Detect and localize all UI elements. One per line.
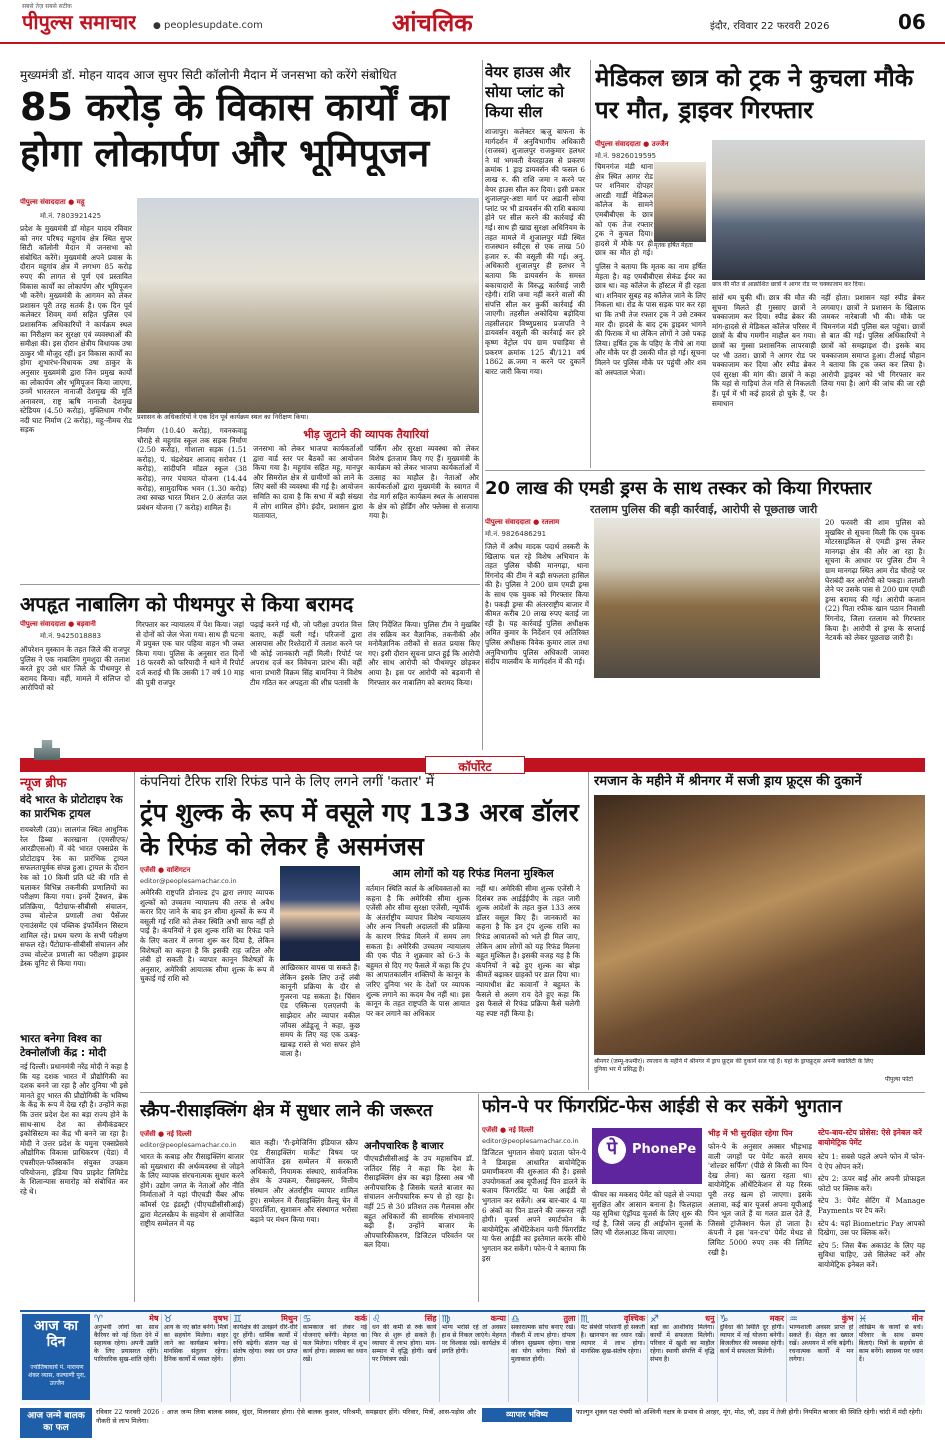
- sign-cancer: [301, 1314, 371, 1402]
- ramzan-credit: पीपुल्स फोटो: [885, 1076, 913, 1083]
- zodiac-cancer-icon: ♋: [302, 1314, 312, 1325]
- sign-name: तुला: [563, 1314, 576, 1323]
- story-drugs-col2: 20 फरवरी की शाम पुलिस को मुखबिर से सूचना मिली कि एक युवक मोटरसाइकिल से एमडी ड्रग्स लेकर मानगढ़ा क्षेत्र की ओर आ रहा है। सूचना के आधार पर पुलिस टीम ने ग्राम मानगढ़ा स्थित आम रोड चौराहे पर घेराबंदी कर आरोपी को पकड़ा। तलाशी लेने पर उसके पास से 200 ग्राम एमडी ड्रग्स बरामद की गई। आरोपी कजान (22) पिता रफीक खान पठान निवासी रिंगनोद, जिला रतलाम को गिरफ्तार किया है। आरोपी से ड्रग्स के सप्लाई नेटवर्क को लेकर पूछताछ जारी है।: [825, 518, 925, 643]
- story-minor-col3: पढ़ाई करने गई थी, जो परीक्षा उपरांत वित्त बताए, कहीं चली गई। परिजनों द्वारा आसपास और रिश्तेदारों में तलाश करने पर भी कोई जानकारी नहीं मिली। रिपोर्ट पर अपराध दर्ज कर विवेचना प्रारंभ की। वहीं थाना प्रभारी विक्रम सिंह बामनिया ने विशेष टीम गठित कर अपहृता की शीघ्र पतासी के: [250, 620, 362, 687]
- sign-leo: [370, 1314, 440, 1402]
- horoscope-title: आज का दिन: [34, 1318, 78, 1350]
- story-warehouse-body: शाजापुर। कलेक्टर ऋजु बाफना के मार्गदर्शन में अनुविभागीय अधिकारी (राजस्व) शुजालपुर राजकुमार हलधर ने मां भगवती वेयरहाउस से प्रकरण क्रमांक 1 ड्राइ डायवर्सन की फसल 6 लाख रु. की राशि जमा न करने पर वेयर हाउस सील कर दिया। इसी प्रकार शुजालपुर-अष्टा मार्ग पर अडानी सोया प्लांट पर भी डायवर्सन की राशि बकाया होने पर सील करने की कार्रवाई की गई। साथ ही खाद्य सुरक्षा अधिनियम के तहत मामले में शुजालपुर मंडी स्थित राजस्थान स्वीट्स से एक लाख 50 हजार रु. की वसूली की गई। अनु. अधिकारी शुजालपुर ही हलधर ने बताया कि डायवर्सन के समस्त बकायादारों के विरुद्ध कार्रवाई जारी रहेगी। राशि जमा नहीं करने वालों की संपत्ति सील कर कुर्की कार्रवाई की जाएगी। तहसील अकोदिया बड़ोदिया तहसीलदार विष्णुप्रसाद प्रजापति ने डायवर्सन वसूली की कार्रवाई कर हरे कृष्ण वेट्रोल पंप ग्राम पचाड़िया से प्रकरण क्रमांक 125 बी/121 वर्ष 1862 क्र.जमा न करने पर दुकानें बारट जारी किया गया।: [485, 127, 585, 376]
- story-cm-col1: प्रदेश के मुख्यमंत्री डॉ मोहन यादव रविवार को नगर परिषद महूगांव क्षेत्र स्थित सुपर सिटी कॉलोनी मैदान में जनसभा को संबोधित करेंगे। मुख्यमंत्री अपने प्रवास के दौरान महूगांव क्षेत्र में लगभग 85 करोड़ रुपए की लागत से पूर्ण एवं प्रस्तावित विकास कार्यों का लोकार्पण और भूमिपूजन भी करेंगे। मुख्यमंत्री के आगमन को लेकर प्रशासन पूरी तरह सतर्क है। एक दिन पूर्व कलेक्टर शिवम् वर्मा सहित पुलिस एवं प्रशासनिक अधिकारियों ने कार्यक्रम स्थल का निरीक्षण कर सुरक्षा एवं व्यवस्थाओं की समीक्षा की। इस दौरान क्षेत्रीय विधायक उषा ठाकुर भी मौजूद रहीं। इन विकास कार्यों का होगा शुभारंभ-विधायक उषा ठाकुर के अनुसार मुख्यमंत्री द्वारा जिन प्रमुख कार्यों का लोकार्पण और भूमिपूजन किया जाएगा, उनमें भारतरत्न नानाजी देशमुख की मूर्ति अनावरण, राष्ट्र ऋषि नानाजी देशमुख स्टेडियम (4.50 करोड़), मुक्तिधाम गंभीर नदी घाट निर्माण (2 करोड़), महू-नीमच रोड सड़क: [20, 224, 132, 435]
- sign-text: भाग्यशाली अवसर प्राप्त हो सकते हैं। सेहत का ख्याल रखें। अध्ययन में रुचि बढ़ेगी। रचनात्मक कार्यों में मन लगेगा।: [789, 1324, 854, 1363]
- story-drugs-col1: जिले में अवैध मादक पदार्थ तस्करी के खिलाफ चल रहे विशेष अभियान के तहत पुलिस चौकी मानगढ़ा, थाना रिंगनोद की टीम ने बड़ी सफलता हासिल की है। पुलिस ने 200 ग्राम एमडी ड्रग्स के साथ एक युवक को गिरफ्तार किया है। पकड़ी ड्रग्स की अंतरराष्ट्रीय बाजार में कीमत करीब 20 लाख रुपए बताई जा रही है। यह कार्रवाई पुलिस अधीक्षक अमित कुमार के निर्देशन एवं अतिरिक्त पुलिस अधीक्षक विवेक कुमार लाल तथा अनुविभागीय पुलिस अधिकारी जावरा संदीप मालवीय के मार्गदर्शन में की गई।: [485, 542, 589, 667]
- story-minor-headline: अपहृत नाबालिग को पीथमपुर से किया बरामद: [20, 592, 354, 616]
- zodiac-pisces-icon: ♓: [858, 1314, 868, 1325]
- zodiac-capricorn-icon: ♑: [719, 1314, 729, 1325]
- phonepe-byline: एजेंसी ● नई दिल्ली: [482, 1126, 534, 1134]
- phonepe-logo-icon: पे: [598, 1136, 626, 1164]
- phonepe-step: स्टेप 2: ऊपर बाईं ओर अपनी प्रोफाइल फोटो पर क्लिक करें।: [818, 1174, 925, 1193]
- scrap-col3: पीएचडीसीसीआई के उप महासचिव डॉ. जतिंदर सिंह ने कहा कि देश के रीसाइक्लिंग क्षेत्र का बड़ा हिस्सा अब भी अनौपचारिक है जिसके चलते बाजार का संचालन अनौपचारिक रूप से हो रहा है। वहीं 25 से 30 प्रतिशत तक गैलवास और बहुत अधिकारों की सामरिक संभावनाएं बढ़ी हैं। उन्होंने बाजार के औपचारिकीकरण, डिजिटल परिवर्तन पर बल दिया।: [364, 1154, 474, 1250]
- page-number: 06: [898, 10, 926, 34]
- story-drugs-byline: पीपुल्स संवाददाता ● रतलाम: [485, 518, 560, 526]
- rule: [482, 60, 483, 750]
- market-text: फाल्गुन शुक्ल पक्ष पंचमी को अश्विनी नक्षत्र के प्रभाव से अरहर, मूंग, मोठ, जौ, उड़द में तेजी होगी। नियमित बाजार की स्थिति रहेगी। चांदी में मंदी रहेगी।: [576, 1408, 923, 1416]
- sign-text: भाग्य भरोसे रहें तो अवसर हाथ से निकल जाएंगे। मेहनत पर विश्वास रखें। कार्यक्षेत्र में प्रगति होगी।: [441, 1324, 506, 1355]
- zodiac-taurus-icon: ♉: [163, 1314, 173, 1325]
- rule: [478, 1094, 479, 1302]
- tariff-col1: अमेरिकी राष्ट्रपति डोनाल्ड ट्रंप द्वारा लगाए व्यापक शुल्कों को उच्चतम न्यायालय की तरफ से अवैध करार दिए जाने के बाद इन सीमा शुल्कों के रूप में वसूली गई राशि को लेकर स्थिति अभी साफ नहीं हो पाई है। कंपनियों ने इस शुल्क राशि का रिफंड पाने के लिए कतार में लगना शुरू कर दिया है, लेकिन विशेषज्ञों का कहना है कि इसकी राह जटिल और लंबी हो सकती है। व्यापार कानून विशेषज्ञों के अनुसार, अमेरिकी आयातक सीमा शुल्क के रूप में चुकाई गई राशि को: [140, 888, 274, 984]
- corporate-label: कॉर्पोरेट: [458, 760, 492, 774]
- sign-name: वृश्चिक: [623, 1314, 645, 1323]
- zodiac-scorpio-icon: ♏: [580, 1314, 590, 1325]
- story-medical-photo-caption: छात्र की मौत से आक्रोशित छात्रों ने आगर रोड पर चक्काजाम कर दिया।: [712, 281, 866, 288]
- story-cm-kicker: मुख्यमंत्री डॉ. मोहन यादव आज सुपर सिटी कॉलोनी मैदान में जनसभा को करेंगे संबोधित: [20, 68, 397, 82]
- zodiac-aquarius-icon: ♒: [789, 1314, 798, 1325]
- born-title: आज जन्मे बालक का फल: [27, 1411, 85, 1433]
- phonepe-email: editor@peoplesamachar.co.in: [482, 1137, 579, 1145]
- story-cm-col3: जनसभा को लेकर भाजपा कार्यकर्ताओं द्वारा वार्ड स्तर पर बैठकों का आयोजन किया गया है। महूगांव सहित महू, मानपुर और सिमरोल क्षेत्र से ग्रामीणों को लाने के लिए बसों की व्यवस्था की गई है। आयोजन समिति का दावा है कि सभा में बड़ी संख्या में लोग शामिल होंगे। इंदौर, प्रशासन द्वारा यातायात,: [253, 444, 363, 521]
- zodiac-leo-icon: ♌: [372, 1314, 381, 1325]
- globe-icon: ●: [153, 21, 161, 31]
- story-drugs-photo: [594, 518, 820, 678]
- sign-name: कर्क: [354, 1314, 367, 1323]
- sign-text: पेट संबंधी परेशानी हो सकती है। खानपान का ध्यान रखें। व्यापार में लाभ होगा। मानसिक सुख-संतोष रहेगा।: [580, 1324, 645, 1355]
- sign-text: कामकाज को लेकर नई योजनाएं बनेंगी। मेहनत का फल मिलेगा। परिवार में शुभ कार्य होगा। स्वास्थ्य का ध्यान रखें।: [302, 1324, 367, 1363]
- section-title: आंचलिक: [392, 9, 473, 37]
- story-medical-col3: नहीं होता। प्रशासन यहां स्पीड ब्रेकर लगवाए। छात्रों ने प्रशासन के खिलाफ जमकर नारेबाजी भी की। मौके पर चिमनगंज मंडी पुलिस बल पहुंचा। छात्रों से बात की गई। पुलिस अधिकारियों ने छात्रों को समझाइश दी। इसके बाद चक्काजाम समाप्त हुआ। टीआई चौहान ने बताया कि ट्रक जब्त कर लिया है। आरोपी ड्राइवर को भी गिरफ्तार कर लिया गया है। आगे की जांच की जा रही है।: [821, 293, 925, 398]
- phonepe-logo-text: PhonePe: [632, 1142, 697, 1157]
- sign-libra: [509, 1314, 579, 1402]
- zodiac-sagittarius-icon: ♐: [650, 1314, 659, 1325]
- scrap-col1: भारत के कबाड़ और रीसाइक्लिंग बाजार को मुख्यधारा की अर्थव्यवस्था से जोड़ने के लिए व्यापक संरचनात्मक सुधार करने होंगे। उद्योग जगत के नेताओं और नीति निर्माताओं ने यहां पीएचडी चैंबर ऑफ कॉमर्स एंड इंडस्ट्री (पीएचडीसीसीआई) द्वारा मेटलस्क्रैप के सहयोग से आयोजित राष्ट्रीय सम्मेलन में यह: [140, 1152, 244, 1229]
- sign-name: मेष: [149, 1314, 159, 1323]
- story-drugs-deck: रतलाम पुलिस की बड़ी कार्रवाई, आरोपी से पूछताछ जारी: [590, 503, 818, 516]
- tariff-kicker: कंपनियां टैरिफ राशि रिफंड पाने के लिए लगने लगीं 'कतार' में: [140, 774, 435, 790]
- scrap-email: editor@peoplesamachar.co.in: [140, 1141, 237, 1149]
- sign-aries: [92, 1314, 162, 1402]
- rule: [588, 772, 589, 1090]
- zodiac-libra-icon: ♎: [511, 1314, 520, 1325]
- story-warehouse-headline: वेयर हाउस और सोया प्लांट को किया सील: [485, 63, 571, 121]
- story-minor-col4: लिए निर्देशित किया। पुलिस टीम ने मुखबिर तंत्र सक्रिय कर वैज्ञानिक, तकनीकी और मनोवैज्ञानिक तरीकों से सतत प्रयास किए गए। इसी दौरान सूचना प्राप्त हुई कि आरोपी और साथ आरोपी को पीथमपुर छोड़कर आया है। इस पर आरोपी को बड़वानी से गिरफ्तार कर नाबालिग को बरामद किया।: [368, 620, 480, 687]
- scrap-col2: बात कही। 'री-इमेजिनिंग इंडियाज स्क्रैप एंड रीसाइक्लिंग मार्केट' विषय पर आयोजित इस सम्मेलन में सरकारी अधिकारी, नियामक संस्थाएं, सार्वजनिक क्षेत्र के उपक्रम, रीसाइक्लर, वित्तीय संस्थान और अंतर्राष्ट्रीय व्यापार शामिल हुए। सम्मेलन में रीसाइक्लिंग वैल्यू चेन में पारदर्शिता, सुशासन और संस्थागत भरोसा बढ़ाने पर मंथन किया गया।: [250, 1138, 358, 1224]
- ramzan-caption: श्रीनगर (जम्मू-कश्मीर)। रमजान के महीने में श्रीनगर में ड्राय फ्रूट्स की दुकानें सज गई हैं। यहां के ड्रायफ्रूट्स अपनी क्वालिटी के लिए दुनिया भर में प्रसिद्ध हैं।: [594, 1058, 874, 1073]
- horoscope-signs: [92, 1314, 925, 1402]
- phonepe-col2: फीचर का मकसद पेमेंट को पहले से ज्यादा सुरक्षित और आसान बनाना है। फिलहाल यह सुविधा एंड्रॉयड यूजर्स के लिए शुरू की गई है, जिसे जल्द ही आईफोन यूजर्स के लिए भी रोलआउट किया जाएगा।: [592, 1190, 702, 1238]
- sign-capricorn: [718, 1314, 788, 1402]
- dateline: इंदौर, रविवार 22 फरवरी 2026: [710, 21, 830, 32]
- ramzan-headline: रमजान के महीने में श्रीनगर में सजी ड्राय फ्रूट्स की दुकानें: [594, 774, 862, 789]
- story-minor-byline: पीपुल्स संवाददाता ● बड़वानी: [20, 620, 96, 628]
- story-medical-col1a: चिमनगंज मंडी थाना क्षेत्र स्थित आगर रोड पर शनिवार दोपहर आरडी गार्डी मेडिकल कॉलेज के सामने एमबीबीएस के छात्र को एक तेज रफ्तार ट्रक ने कुचल दिया। हादसे में मौके पर ही छात्र का मौत हो गई।: [595, 162, 653, 258]
- story-cm-headline: 85 करोड़ के विकास कार्यों का होगा लोकार्पण और भूमिपूजन: [20, 85, 449, 175]
- story-drugs-headline: 20 लाख की एमडी ड्रग्स के साथ तस्कर को किया गिरफ्तार: [485, 478, 872, 499]
- phonepe-headline: फोन-पे पर फिंगरप्रिंट-फेस आईडी से कर सकेंगे भुगतान: [482, 1096, 842, 1117]
- sign-name: मीन: [911, 1314, 923, 1323]
- sign-name: वृषभ: [213, 1314, 228, 1323]
- phonepe-col3: फोन-पे के अनुसार अक्सर भीड़भाड़ वाली जगहों पर पेमेंट करते समय 'शोल्डर सर्फिंग' (पीछे से किसी का पिन देख लेना) का खतरा रहता था। बायोमेट्रिक ऑथेंटिकेशन से यह रिस्क पूरी तरह खत्म हो जाएगा। इसके अलावा, कई बार यूजर्स अपना यूपीआई पिन भूल जाते हैं या गलत डाल देते हैं, जिससे ट्रांजैक्शन फेल हो जाता है। कंपनी ने इस 'वन-टच' पेमेंट मेथड से लिमिट 5000 रुपए तक की लिमिट रखी है।: [708, 1142, 812, 1257]
- tariff-subhead: आम लोगों को यह रिफंड मिलना मुश्किल: [392, 867, 554, 880]
- brief-1-headline: वंदे भारत के प्रोटोटाइप रेक का प्रारंभिक ट्रायल: [20, 794, 123, 820]
- story-medical-inset-caption: मृतक हर्षित मेहता: [654, 242, 693, 249]
- masthead: [0, 0, 945, 44]
- market-title: व्यापार भविष्य: [506, 1410, 548, 1419]
- story-cm-photo: [137, 198, 479, 413]
- story-cm-col2: निर्माण (10.40 करोड़), गवनकवाडू चौराहे से महूगांव स्कूल तक सड़क निर्माण (2.50 करोड़), गोशाला सड़क (1.51 करोड़), पं. चंद्रशेखर आजाद सरोवर (1 करोड़), सांदीपनि मॉडल स्कूल (38 करोड़), नगर पंचायत योजना (14.44 करोड़), सामुदायिक भवन (1.30 करोड़) तथा स्वच्छ भारत मिशन 2.0 अंतर्गत जल प्रबंधन योजना (7 करोड़) शामिल हैं।: [137, 426, 247, 512]
- phonepe-steps-head: स्टेप-बाय-स्टेप प्रोसेस: ऐसे इनेबल करें बायोमेट्रिक पेमेंट: [818, 1128, 922, 1147]
- scrap-subhead: अनौपचारिक है बाजार: [364, 1141, 444, 1152]
- rule: [485, 470, 925, 471]
- tariff-email: editor@peoplesamachar.co.in: [140, 877, 237, 885]
- story-cm-subhead: भीड़ जुटाने की व्यापक तैयारियां: [303, 428, 429, 441]
- brief-2-headline: भारत बनेगा विश्व का टेक्नोलॉजी केंद्र : मोदी: [20, 1033, 107, 1059]
- site-url[interactable]: peoplesupdate.com: [164, 20, 263, 31]
- zodiac-gemini-icon: ♊: [233, 1314, 242, 1325]
- brief-label: न्यूज ब्रीफ: [20, 776, 67, 791]
- sign-text: आय के नए स्रोत बनेंगे। मित्रों का सहयोग मिलेगा। बाहर जाने का कार्यक्रम बनेगा। मानसिक संतुलन रहेगा। दैनिक कार्यों में व्यस्त रहेंगे।: [163, 1324, 228, 1363]
- sign-taurus: [162, 1314, 232, 1402]
- story-drugs-mobile: मो.नं. 9826486291: [485, 530, 547, 538]
- story-cm-mobile: मो.नं. 7803921425: [40, 212, 102, 220]
- sign-name: धनु: [705, 1314, 715, 1323]
- rule: [20, 584, 480, 585]
- sign-text: सकारात्मक सोच बनाए रखें। नौकरी में लाभ होगा। दांपत्य जीवन सुखमय रहेगा। यात्रा का योग बनेगा। मित्रों से मुलाकात होगी।: [511, 1324, 576, 1363]
- sign-name: कुंभ: [841, 1314, 854, 1323]
- tariff-col3: वर्तमान स्थिति कार्ल के अधिवक्ताओं का कहना है कि अमेरिकी सीमा शुल्क एजेंसी और सीमा सुरक्षा एजेंसी, न्यूयॉर्क के अंतर्राष्ट्रीय व्यापार विशेष न्यायालय और अन्य निचली अदालतों की प्रक्रिया के कारण रिफंड मिलने में समय लग सकता है। अमेरिकी उच्चतम न्यायालय की एक पीठ ने शुक्रवार को 6-3 के बहुमत से दिए गए फैसले में कहा कि ट्रंप का आपातकालीन शक्तियों के कानून के जरिए दुनिया भर के देशों पर व्यापक शुल्क लगाने का कदम वैध नहीं था। इस कानून के तहत राष्ट्रपति के पास आयात पर कर लगाने का अधिकार: [366, 884, 470, 1018]
- sign-pisces: [857, 1314, 926, 1402]
- rule: [134, 772, 135, 1302]
- story-medical-headline: मेडिकल छात्र को ट्रक ने कुचला मौके पर मौत, ड्राइवर गिरफ्तार: [595, 64, 914, 124]
- sign-scorpio: [579, 1314, 649, 1402]
- rule: [590, 60, 591, 468]
- story-medical-photo: [712, 140, 925, 280]
- story-medical-inset-photo: [654, 162, 706, 242]
- phonepe-step: स्टेप 1: सबसे पहले अपने फोन में फोन-पे ऐप ओपन करें।: [818, 1152, 925, 1171]
- tariff-byline: एजेंसी ● वाशिंगटन: [140, 866, 191, 874]
- sign-text: बड़ों का आशीर्वाद मिलेगा। कार्यों में सफलता मिलेगी। परिवार में खुशी का माहौल रहेगा। स्थायी संपत्ति में वृद्धि संभव है।: [650, 1324, 715, 1363]
- zodiac-aries-icon: ♈: [94, 1314, 103, 1325]
- tariff-headline: ट्रंप शुल्क के रूप में वसूले गए 133 अरब डॉलर के रिफंड को लेकर है असमंजस: [140, 798, 579, 861]
- scrap-headline: स्क्रैप-रीसाइक्लिंग क्षेत्र में सुधार लाने की जरूरत: [140, 1101, 433, 1121]
- sign-text: धन की कमी से रुके कार्य फिर से शुरू हो सकते हैं। व्यापार में लाभ होगा। मान-सम्मान में वृद्धि होगी। खर्च पर नियंत्रण रखें।: [372, 1324, 437, 1363]
- brand-logo: पीपुल्स समाचार: [22, 10, 137, 34]
- phonepe-step: स्टेप 4: यहां Biometric Pay आपको दिखेगा, उस पर क्लिक करें।: [818, 1218, 925, 1238]
- sign-name: कन्या: [490, 1314, 506, 1323]
- story-medical-col2: सांसें थम चुकी थीं। छात्र की मौत की सूचना मिलते ही गुस्साए छात्रों ने चक्काजाम कर दिया। स्पीड ब्रेकर की मांग-हादसे से मेडिकल कॉलेज परिसर में छात्रों के बीच गमगीन माहौल बन गया। छात्रों का गुस्सा प्रशासनिक लापरवाही पर भी उतरा। छात्रों ने आगर रोड पर चक्काजाम कर दिया और स्पीड ब्रेकर एवं सुरक्षा की मांग की। छात्रों ने कहा कि यहां से गाड़ियां तेज गति से निकलती हैं। पूर्व में भी कई हादसे हो चुके हैं, पर समाधान: [712, 293, 816, 408]
- sign-name: सिंह: [424, 1314, 437, 1323]
- story-minor-mobile: मो.नं. 9425018883: [40, 632, 102, 640]
- story-medical-byline: पीपुल्स संवाददाता ● उज्जैन: [595, 140, 669, 148]
- phonepe-steps-list: [818, 1152, 925, 1302]
- sign-name: मकर: [769, 1314, 784, 1323]
- sign-sagittarius: [648, 1314, 718, 1402]
- story-medical-col1b: पुलिस ने बताया कि मृतक का नाम हर्षित मेहता है। वह एमबीबीएस सेकंड ईयर का छात्र था। वह कॉलेज के हॉस्टल में ही रहता था। शनिवार सुबह वह कॉलेज जाने के लिए निकला था। रोड के पास सड़क पार कर रहा था कि तभी तेज रफ्तार ट्रक ने उसे टक्कर मार दी। हादसे के बाद ट्रक ड्राइवर भागने की फिराक में था लेकिन लोगों ने उसे पकड़ लिया। हर्षित ट्रक के पहिए के नीचे आ गया और मौके पर ही उसकी मौत हो गई। सूचना मिलने पर पुलिस मौके पर पहुंची और शव को अस्पताल भेजा।: [595, 262, 706, 377]
- brand-tagline: सबसे तेज़ सबसे सटीक: [22, 3, 72, 10]
- story-minor-col1: ऑपरेशन मुस्कान के तहत जिले की राजपुर पुलिस ने एक नाबालिग गुमशुदा की तलाश करते हुए उसे धार जिले के पीथमपुर से बरामद किया। वहीं, मामले में संलिप्त दो आरोपियों को: [20, 645, 130, 693]
- phonepe-col1: डिजिटल भुगतान सेवाएं प्रदाता फोन-पे ने डिवाइस आधारित बायोमेट्रिक प्रमाणीकरण की शुरुआत की है। इससे उपयोगकर्ता अब यूपीआई पिन डालने के बजाय फिंगरप्रिंट या फेस आईडी से भुगतान कर सकेंगे। अब बार-बार 4 या 6 अंकों का पिन डालने की जरूरत नहीं होगी। यूजर्स अपने स्मार्टफोन के बायोमेट्रिक ऑथेंटिकेशन यानी फिंगरप्रिंट या फेस आईडी का इस्तेमाल करके सीधे भुगतान कर सकेंगे। फोन-पे ने बताया कि इस: [482, 1148, 586, 1263]
- zodiac-virgo-icon: ♍: [441, 1314, 451, 1325]
- born-text: रविवार 22 फरवरी 2026 : आज जन्म लिया बालक स्वस्थ, सुंदर, मिलनसार होगा। ऐसे बालक कुशल, परिश्रमी, समझदार होंगे। परिवार, मित्रों, आस-पड़ोस और नौकरी से लाभ मिलेगा।: [96, 1408, 476, 1425]
- ramzan-photo: [594, 795, 925, 1055]
- brief-1-body: रायबरेली (उप्र)। लालगंज स्थित आधुनिक रेल डिब्बा कारखाना (एमसीएफ/आरडीएसओ) में वंदे भारत एक्सप्रेस के प्रोटोटाइप रेक का प्रारंभिक ट्रायल सफलतापूर्वक संपन्न हुआ। ट्रायल के दौरान रेक को 10 किमी प्रति घंटे की गति से चलाकर विभिन्न तकनीकी प्रणालियों का परीक्षण किया गया। इनमें ट्रैक्शन, ब्रेक प्रतिक्रिया, पैंटोग्राफ-सीबीसी संचालन, उच्च वोल्टेज प्रणाली तथा पैसेंजर एनाउंसमेंट एवं पब्लिक इंफॉर्मेशन सिस्टम शामिल रहे। प्रथम चरण के सभी परीक्षण सफल रहे। पैंटोग्राफ-सीबीसी संचालन और उच्च वोल्टेज प्रणाली का परीक्षण ड्राइवर डेस्क यूनिट से किया गया।: [20, 825, 128, 969]
- story-medical-mobile: मो.नं. 9826019595: [595, 152, 657, 160]
- phonepe-step: स्टेप 3: पेमेंट सेटिंग में Manage Payments पर टैप करें।: [818, 1196, 925, 1215]
- scrap-byline: एजेंसी ● नई दिल्ली: [140, 1130, 192, 1138]
- tariff-photo: [280, 866, 360, 961]
- story-cm-photo-caption: प्रशासन के अधिकारियों ने एक दिन पूर्व कार्यक्रम स्थल का निरीक्षण किया।: [137, 413, 309, 421]
- sign-virgo: [440, 1314, 510, 1402]
- story-minor-col2: गिरफ्तार कर न्यायालय में पेश किया। जहां से दोनों को जेल भेजा गया। साथ ही घटना में प्रयुक्त एक चार पहिया वाहन भी जब्त किया गया। पुलिस के अनुसार रात दिनों 18 फरवरी को फरियादी ने थाने में रिपोर्ट दर्ज कराई थी कि उसकी 17 वर्ष 10 माह की पुत्री राजपुर: [136, 620, 244, 687]
- brief-2-body: नई दिल्ली। प्रधानमंत्री नरेंद्र मोदी ने कहा है कि यह दशक भारत में प्रौद्योगिकी का दशक बनने जा रहा है और दुनिया भी इसे मानते हुए भारत की प्रौद्योगिकी के भविष्य के केंद्र के रूप में देख रही है। उन्होंने कहा कि उत्तर प्रदेश देश का बड़ा राज्य होने के साथ-साथ देश का सेमीकंडक्टर इकोसिस्टम का केंद्र भी बनने जा रहा है। मोदी ने उत्तर प्रदेश के यमुना एक्सप्रेसवे औद्योगिक विकास प्राधिकरण (येडा) में एचसीएल-फॉक्सकॉन संयुक्त उपक्रम परियोजना, इंडिया चिप प्राइवेट लिमिटेड के शिलान्यास समारोह को संबोधित कर रहे थे।: [20, 1062, 128, 1196]
- phonepe-col3-head: भीड़ में भी सुरक्षित रहेगा पिन: [708, 1129, 793, 1138]
- sign-text: जोखिम के कार्यों से बचें। परिवार के साथ समय बिताएं। मित्रों के सहयोग से काम बनेंगे। स्वास्थ्य पर ध्यान दें।: [858, 1324, 923, 1363]
- tariff-col2: आखिरकार वापस पा सकते हैं। लेकिन इसके लिए उन्हें लंबी कानूनी प्रक्रिया के दौर से गुजरना पड़ सकता है। चिंसन एंड एस्किन्स एलएलपी के साझेदार और व्यापार वकील जॉयस अंडेडूजू ने कहा, कुछ समय के लिए यह एक ऊबड़-खाबड़ रास्ते से भरा सफर होने वाला है।: [280, 963, 360, 1059]
- story-cm-byline: पीपुल्स संवाददाता ● महू: [20, 198, 85, 206]
- story-cm-col4: पार्किंग और सुरक्षा व्यवस्था को लेकर विशेष इंतजाम किए गए हैं। मुख्यमंत्री के कार्यक्रम को लेकर भाजपा कार्यकर्ताओं में उत्साह का माहौल है। नेताओं और कार्यकर्ताओं द्वारा मुख्यमंत्री के स्वागत में रोड मार्ग सहित कार्यक्रम स्थल के आसपास के क्षेत्र को होर्डिंग और फ्लेक्स से सजाया गया है।: [369, 444, 479, 521]
- sign-aquarius: [787, 1314, 857, 1402]
- tariff-col4: नहीं था। अमेरिकी सीमा शुल्क एजेंसी ने दिसंबर तक आईईईपीए के तहत जारी शुल्क आदेशों के तहत कुल 133 अरब डॉलर वसूल किए हैं। जानकारों का कहना है कि इन ट्रंप शुल्क राशि का रिफंड आयातकों को भले ही मिल जाए, लेकिन आम लोगों को यह रिफंड मिलना बहुत मुश्किल है। इसकी वजह यह है कि कंपनियों ने बढ़े हुए शुल्क का बोझ कीमतें बढ़ाकर ग्राहकों पर डाल दिया था। न्यायाधीश ब्रेट कावानॉ ने बहुमत के फैसले से अलग राय देते हुए कहा कि इस फैसले से रिफंड प्रक्रिया कैसे चलेगी यह स्पष्ट नहीं किया है।: [476, 884, 580, 1018]
- sign-text: दुविधा की स्थिति दूर होगी। व्यापार में नई योजना बनेगी। बिजलीघर की व्यवस्था रहेगी। कार्य में सफलता मिलेगी।: [719, 1324, 784, 1355]
- sign-gemini: [231, 1314, 301, 1402]
- horoscope-astrologer: ज्योतिषाचार्य पं. नारायण शंकर व्यास, कल्याणी पुरा, उज्जैन: [28, 1364, 86, 1387]
- sign-name: मिथुन: [281, 1314, 298, 1323]
- phonepe-step: स्टेप 5: जिस बैंक अकाउंट के लिए यह सुविधा चाहिए, उसे सिलेक्ट करें और बायोमेट्रिक इनेबल करें।: [818, 1240, 925, 1269]
- sign-text: कार्यक्षेत्र की उलझनें धीरे-धीरे दूर होंगी। धार्मिक कार्यों में रुचि बढ़ेगी। संतान पक्ष से संतोष रहेगा। रुका धन प्राप्त होगा।: [233, 1324, 298, 1363]
- sign-text: अनुभवी लोगों का साथ कैरियर को नई दिशा देने में सहायक रहेगा। अपनी उन्नति के लिए प्रयासरत रहेंगे। पारिवारिक सुख-शांति रहेगी।: [94, 1324, 159, 1363]
- rule: [140, 1092, 925, 1093]
